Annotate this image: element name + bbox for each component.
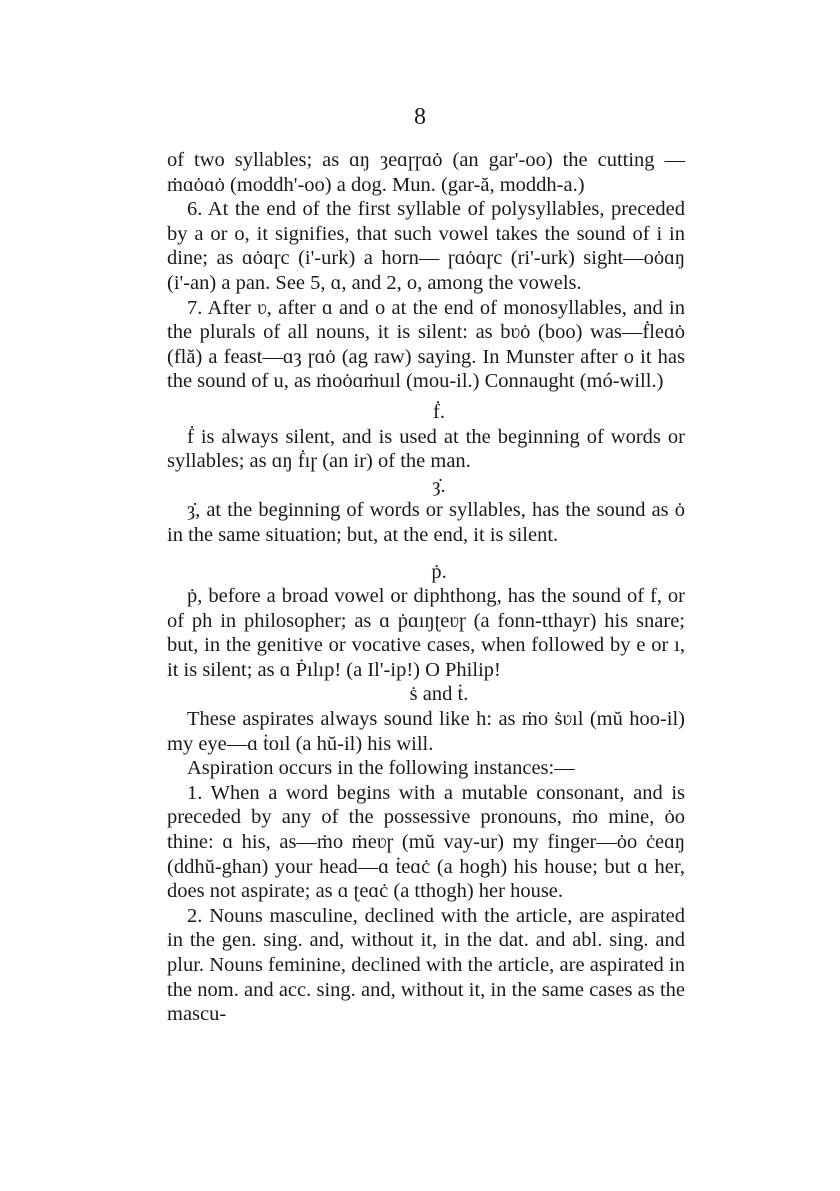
paragraph-f: ḟ is always silent, and is used at the beginning of words or syllables; as ɑŋ ḟıɼ (an ir) of the man. <box>167 425 685 473</box>
paragraph-g: ȝ̇, at the beginning of words or syllables, has the sound as ȯ in the same situation; but, at the end, it is silent. <box>167 499 685 546</box>
page-number: 8 <box>414 104 426 130</box>
paragraph-s-t: These aspirates always sound like h: as ṁo ṡʋıl (mŭ hoo-il) my eye—ɑ ṫoıl (a hŭ-il) his will. <box>167 708 685 755</box>
section-heading-f: ḟ. <box>433 400 445 423</box>
paragraph-aspiration-2: 2. Nouns masculine, declined with the article, are aspirated in the gen. sing. and, without it, in the dat. and abl. sing. and plur. Nouns feminine, declined with the article, are aspirated in the nom. and acc. sing. and, without it, in the same cases as the mascu- <box>167 904 685 1026</box>
section-heading-s-t: ṡ and ṫ. <box>409 683 469 706</box>
body-text <box>167 148 685 1027</box>
paragraph-aspiration-intro: Aspiration occurs in the following instances:— <box>187 757 575 780</box>
section-heading-p: ṗ. <box>431 560 447 583</box>
paragraph-p: ṗ, before a broad vowel or diphthong, has the sound of f, or of ph in philosopher; as ɑ ṗɑıŋʈeʋɼ (a fonn-tthayr) his snare; but, in the genitive or vocative cases, when followed by e or ı, it is silent; as ɑ Ṗılıp! (a Il'-ip!) O Philip! <box>167 585 685 681</box>
paragraph-rule-6: 6. At the end of the first syllable of polysyllables, preceded by a or o, it signifies, that such vowel takes the sound of i in dine; as ɑȯɑɼc (i'-urk) a horn— ɼɑȯɑɼc (ri'-urk) sight—oȯɑŋ (i'-an) a pan. See 5, ɑ, and 2, o, among the vowels. <box>167 198 685 294</box>
paragraph-rule-7: 7. After ʋ, after ɑ and o at the end of monosyllables, and in the plurals of all nouns, it is silent: as bʋȯ (boo) was—ḟleɑȯ (flă) a feast—ɑȝ ɼɑȯ (ag raw) saying. In Munster after o it has the sound of u, as ṁoȯɑṁuıl (mou-il.) Connaught (mó-will.) <box>167 296 685 393</box>
section-heading-g: ȝ̇. <box>432 474 446 497</box>
paragraph-aspiration-1: 1. When a word begins with a mutable consonant, and is preceded by any of the possessive pronouns, ṁo mine, ȯo thine: ɑ his, as—ṁo ṁeʋɼ (mŭ vay-ur) my finger—ȯo ċeɑŋ (ddhŭ-ghan) your head—ɑ ṫeɑċ (a hogh) his house; but ɑ her, does not aspirate; as ɑ ʈeɑċ (a tthogh) her house. <box>167 781 685 903</box>
paragraph-continuation: of two syllables; as ɑŋ ȝeɑɼɼɑȯ (an gar'-oo) the cutting —ṁɑȯɑȯ (moddh'-oo) a dog. Mun. (gar-ă, moddh-a.) <box>167 149 685 196</box>
